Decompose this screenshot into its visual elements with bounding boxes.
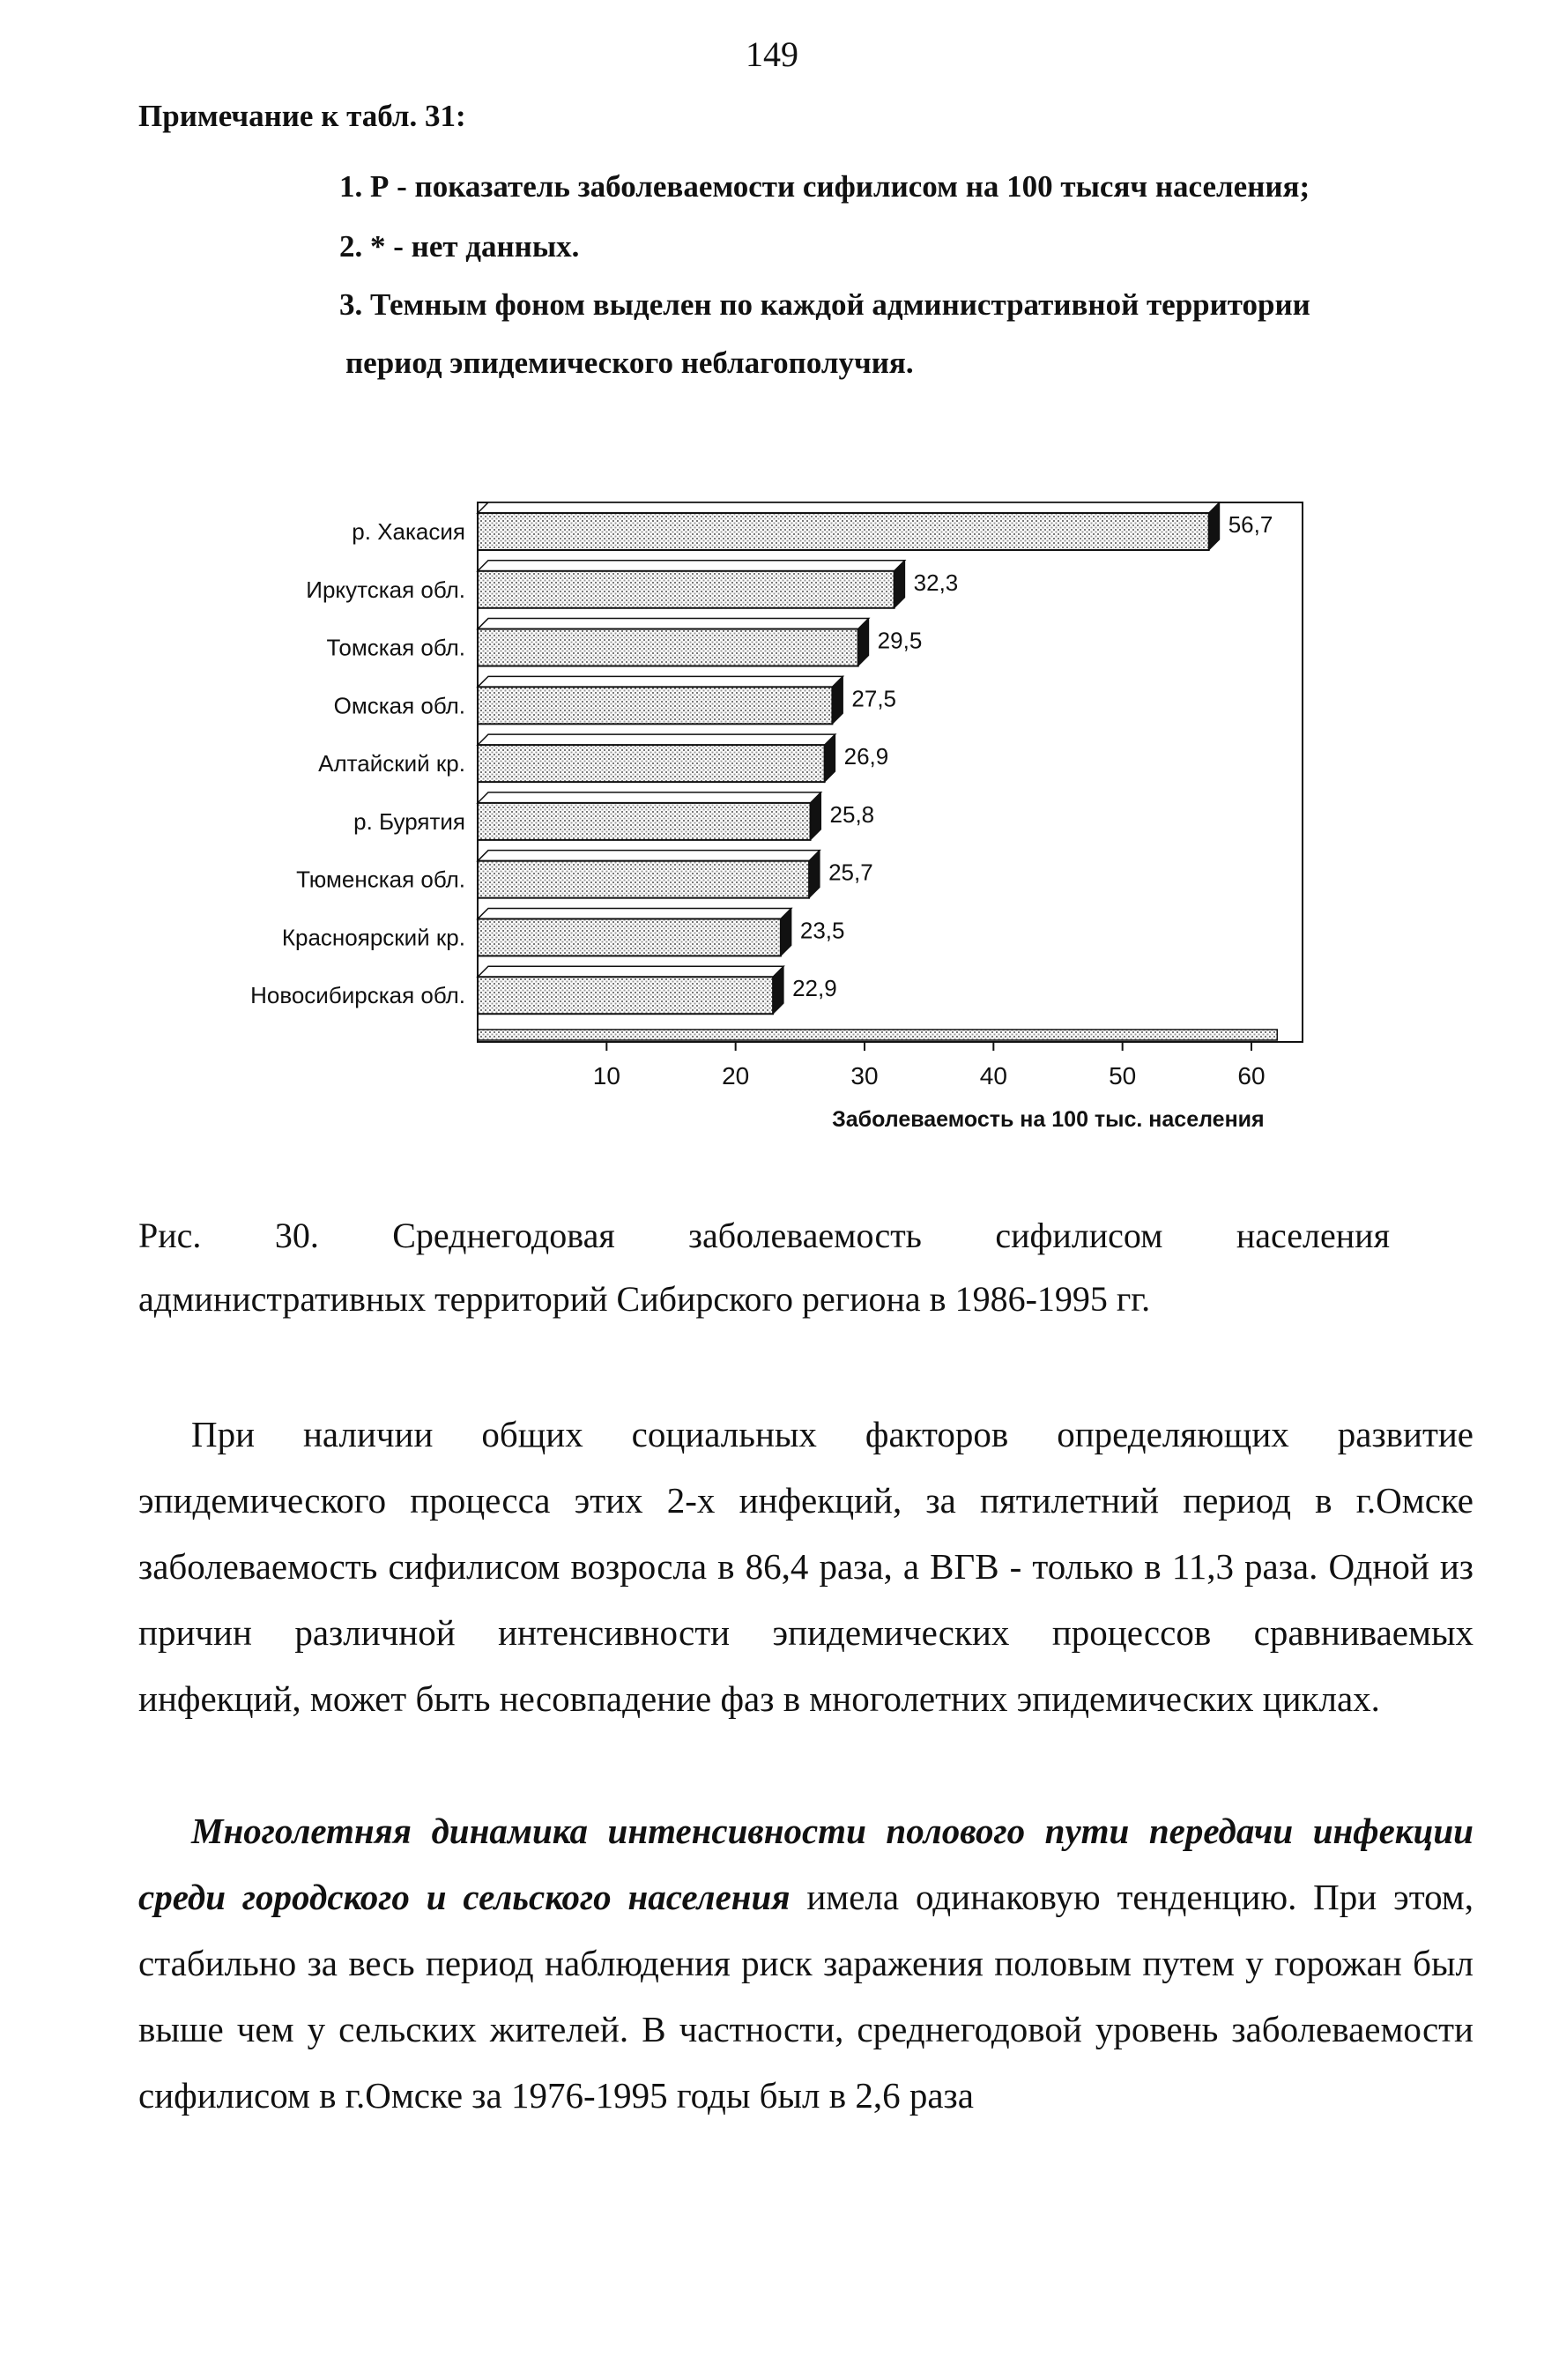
paragraph-text: имела одинаковую тенденцию. При этом, стабильно за весь период наблюдения риск заражения половым путем у горожан был выше чем у сельских жителей. В частности, среднегодовой уровень заболеваемости сифилисом в г.Омске за 1976-1995 годы был в 2,6 раза — [138, 1877, 1473, 2116]
bar — [478, 687, 832, 724]
category-label: Новосибирская обл. — [250, 982, 465, 1009]
bar-top-face — [478, 851, 820, 861]
note-line-3: 3. Темным фоном выделен по каждой административной территории — [339, 287, 1310, 322]
x-tick-label: 10 — [592, 1062, 620, 1090]
note-line-3-continued: период эпидемического неблагополучия. — [345, 346, 914, 380]
bar — [478, 803, 811, 840]
category-label: р. Хакасия — [352, 518, 465, 545]
bar-top-face — [478, 561, 905, 571]
figure-caption-line-1 — [138, 1215, 1390, 1256]
x-tick-label: 40 — [979, 1062, 1007, 1090]
bar-top-face — [478, 734, 835, 745]
caption-word: Среднегодовая — [392, 1216, 615, 1255]
bar-top-face — [478, 502, 1220, 513]
x-tick-label: 50 — [1109, 1062, 1137, 1090]
figure-label: Рис. — [138, 1216, 202, 1255]
chart-floor — [478, 1030, 1277, 1040]
category-label: Алтайский кр. — [318, 750, 465, 777]
bar-top-face — [478, 792, 821, 803]
bar — [478, 745, 825, 782]
bar — [478, 919, 781, 956]
category-label: Красноярский кр. — [281, 924, 465, 951]
value-label: 26,9 — [843, 743, 889, 770]
x-tick-label: 20 — [722, 1062, 750, 1090]
value-label: 25,7 — [828, 859, 873, 886]
value-label: 56,7 — [1228, 511, 1273, 538]
bar — [478, 571, 894, 608]
category-label: Томская обл. — [326, 634, 465, 661]
page-number: 149 — [746, 34, 798, 74]
value-label: 29,5 — [877, 627, 923, 654]
category-label: р. Бурятия — [353, 807, 465, 835]
bar — [478, 513, 1209, 550]
figure-caption-line-2: административных территорий Сибирского региона в 1986-1995 гг. — [138, 1279, 1151, 1319]
note-line-1: 1. Р - показатель заболеваемости сифилисом на 100 тысяч населения; — [339, 169, 1310, 204]
note-line-2: 2. * - нет данных. — [339, 229, 580, 264]
caption-word: сифилисом — [995, 1216, 1163, 1255]
bar-top-face — [478, 676, 843, 687]
x-tick-label: 30 — [850, 1062, 879, 1090]
caption-word: заболеваемость — [688, 1216, 922, 1255]
value-label: 22,9 — [792, 975, 837, 1002]
bar — [478, 629, 858, 666]
category-label: Тюменская обл. — [296, 866, 465, 893]
category-label: Омская обл. — [333, 692, 465, 719]
emphasized-phrase: Многолетняя динамика интенсивности полового пути передачи инфекции среди городского и сельского населения — [138, 1811, 1473, 1917]
body-paragraph-1: При наличии общих социальных факторов определяющих развитие эпидемического процесса этих 2-х инфекций, за пятилетний период в г.Омске заболеваемость сифилисом возросла в 86,4 раза, а ВГВ - только в 11,3 раза. Одной из причин различной интенсивности эпидемических процессов сравниваемых инфекций, может быть несовпадение фаз в многолетних эпидемических циклах. — [138, 1414, 1473, 1719]
figure-number: 30. — [274, 1216, 319, 1255]
value-label: 25,8 — [829, 800, 875, 828]
bar-chart — [176, 494, 1392, 1146]
bar — [478, 977, 773, 1014]
bar — [478, 861, 809, 898]
category-label: Иркутская обл. — [306, 576, 465, 603]
note-heading: Примечание к табл. 31: — [138, 99, 466, 133]
x-tick-label: 60 — [1237, 1062, 1266, 1090]
caption-word: населения — [1236, 1216, 1390, 1255]
bar-top-face — [478, 908, 791, 919]
body-paragraph-2 — [138, 1798, 1473, 2129]
value-label: 23,5 — [799, 917, 845, 944]
x-axis-title: Заболеваемость на 100 тыс. населения — [832, 1107, 1265, 1132]
value-label: 27,5 — [851, 685, 897, 712]
bar-top-face — [478, 619, 869, 629]
value-label: 32,3 — [913, 569, 959, 596]
bar-top-face — [478, 966, 783, 977]
